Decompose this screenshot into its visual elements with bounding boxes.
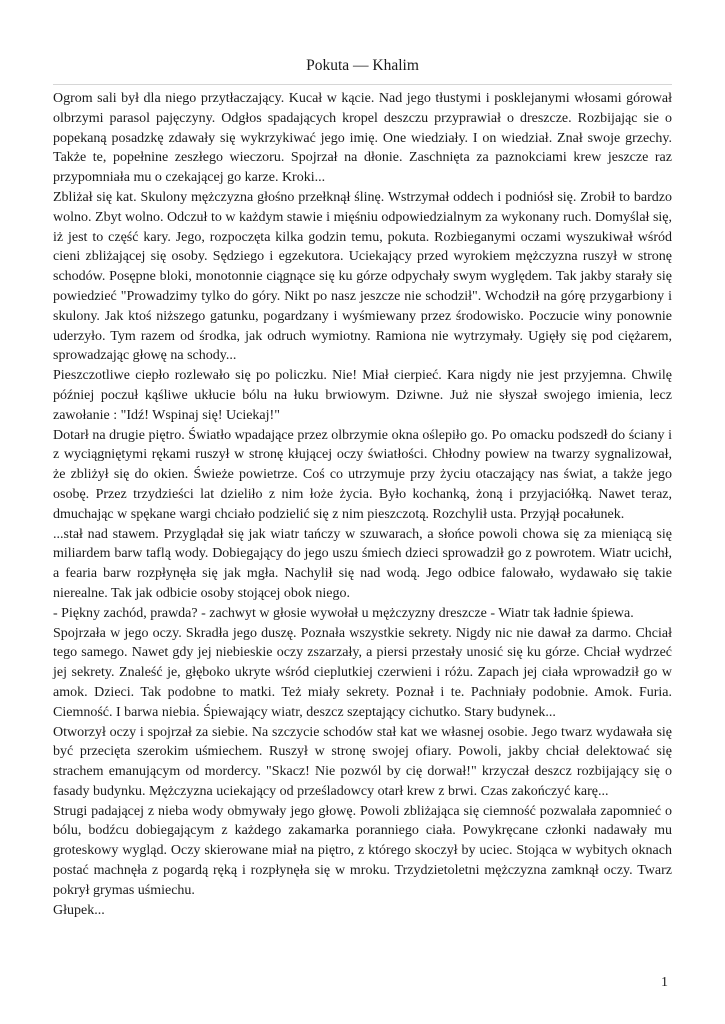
paragraph: Dotarł na drugie piętro. Światło wpadające przez olbrzymie okna oślepiło go. Po omacku podszedł do ściany i z wyciągniętymi rękami ruszył w stronę kłującej oczy światłości. Chłodny powiew na twarzy sygnalizował, że zbliżył się do okien. Świeże powietrze. Coś co utrzymuje przy życiu otaczający nas świat, a także jego osobę. Przez trzydzieści lat dzieliło z nim łoże życia. Było kochanką, żoną i przyjaciółką. Nawet teraz, dmuchając w spękane wargi chciało podzielić się z nim pieszczotą. Rozchylił usta. Przyjął pocałunek. — [53, 427, 672, 522]
paragraph: Pieszczotliwe ciepło rozlewało się po policzku. Nie! Miał cierpieć. Kara nigdy nie jest przyjemna. Chwilę później poczuł kąśliwe ukłucie bólu na łuku brwiowym. Dziwne. Już nie słyszał swojego imienia, lecz zawołanie : "Idź! Wspinaj się! Uciekaj!" — [53, 368, 672, 423]
paragraph: - Piękny zachód, prawda? - zachwyt w głosie wywołał u mężczyzny dreszcze - Wiatr tak ładnie śpiewa. — [53, 605, 634, 621]
paragraph: Zbliżał się kat. Skulony mężczyzna głośno przełknął ślinę. Wstrzymał oddech i podniósł się. Zrobił to bardzo wolno. Zbyt wolno. Odczuł to w każdym stawie i mięśniu odpowiedzialnym za wykonany ruch. Domyślał się, iż jest to część kary. Jego, rozpoczęta kilka godzin temu, pokuta. Rozbieganymi oczami wyszukiwał wśród cieni zbliżającej się osoby. Sędziego i egzekutora. Uciekający przed wyrokiem mężczyzna ruszył w stronę schodów. Posępne bloki, monotonnie ciągnące się ku górze odpychały swym wyględem. Tak jakby starały się powiedzieć "Prowadzimy tylko do góry. Nikt po nasz jeszcze nie schodził". Wchodził na górę przygarbiony i skulony. Jak ktoś niższego gatunku, pogardzany i wyśmiewany przez środowisko. Poczucie winy ponownie uderzyło. Tym razem od środka, jak odruch wymiotny. Ramiona nie wytrzymały. Ugięły się pod ciężarem, sprowadzając głowę na schody... — [53, 189, 672, 364]
paragraph: Strugi padającej z nieba wody obmywały jego głowę. Powoli zbliżająca się ciemność pozwalała zapomnieć o bólu, bodźcu dobiegającym z każdego zakamarka poranniego ciała. Powykręcane członki nadawały mu groteskowy wygląd. Oczy skierowane miał na piętro, z którego skoczył by uciec. Stojąca w wybitych oknach postać machnęła z pogardą ręką i rozpłynęła się w mroku. Trzydzietoletni mężczyzna zamknął oczy. Twarz pokrył grymas uśmiechu. — [53, 803, 672, 898]
paragraph: Ogrom sali był dla niego przytłaczający. Kucał w kącie. Nad jego tłustymi i posklejanymi włosami górował olbrzymi parasol pajęczyny. Odgłos spadających kropel deszczu przyprawiał o dreszcze. Rozbijając sie o popekaną posadzkę zdawały się wykrzykiwać jego imię. One wiedziały. I on wiedział. Znał swoje grzechy. Także te, popełnine zeszłego wieczoru. Spojrzał na dłonie. Zaschnięta za paznokciami krew jeszcze raz przypomniała mu o czekającej go karze. Kroki... — [53, 91, 672, 186]
paragraph: Spojrzała w jego oczy. Skradła jego duszę. Poznała wszystkie sekrety. Nigdy nic nie dawał za darmo. Chciał tego samego. Nawet gdy jej niebieskie oczy zszarzały, a piersi przestały unosić się ku górze. Chciał wydrzeć jej sekrety. Znalеść je, głęboko ukryte wśród cieplutkiej czerwieni i różu. Zapach jej ciała wprowadził go w amok. Dzieci. Tak podobne to matki. Też miały sekrety. Poznał i te. Pachniały podobnie. Amok. Furia. Ciemność. I barwa niebia. Śpiewający wiatr, deszcz szeptający cichutko. Stary budynek... — [53, 625, 672, 720]
paragraph: Głupek... — [53, 902, 105, 918]
page-number: 1 — [661, 975, 668, 990]
paragraph: ...stał nad stawem. Przyglądał się jak wiatr tańczy w szuwarach, a słońce powoli chowa się za mieniącą się miliardem barw taflą wody. Dobiegający do jego uszu śmiech dzieci sprowadził go z powrotem. Wiatr ucichł, a fearia barw rozpłynęła się jak mgła. Nachylił się nad wodą. Jego odbice falowało, wydawało się takie nierealne. Tak jak odbicie osoby stojącej obok niego. — [53, 526, 672, 601]
story-body — [53, 89, 672, 920]
paragraph: Otworzył oczy i spojrzał za siebie. Na szczycie schodów stał kat we własnej osobie. Jego twarz wydawała się być przecięta szerokim uśmiechem. Ruszył w stronę swojej ofiary. Powoli, jakby chciał delektować się strachem emanującym od mordercy. "Skacz! Nie pozwól by cię dorwał!" krzyczał deszcz rozbijający się o fasady budynku. Mężczyzna uciekający od prześladowcy otarł krew z brwi. Czas zakończyć karę... — [53, 724, 672, 799]
page-title: Pokuta — Khalim — [306, 57, 419, 74]
header-divider — [53, 84, 672, 85]
